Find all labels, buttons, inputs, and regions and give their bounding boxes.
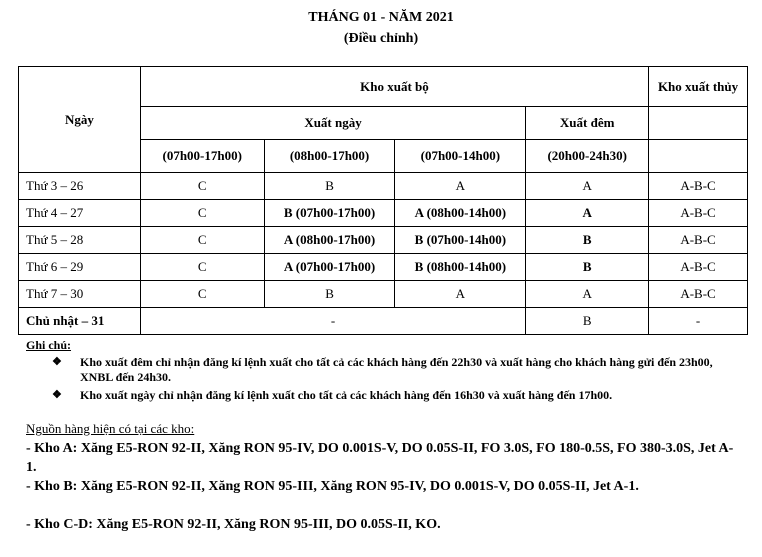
hours-cell: (20h00-24h30) <box>526 140 649 173</box>
cell: C <box>140 281 264 308</box>
note-text: Kho xuất ngày chỉ nhận đăng kí lệnh xuất cho tất cả các khách hàng đến 16h30 và xuất hàng đến 17h00. <box>80 388 613 402</box>
cell: - <box>140 308 525 335</box>
note-text: Kho xuất đêm chỉ nhận đăng kí lệnh xuất cho tất cả các khách hàng đến 22h30 và xuất hàng cho khách hàng gửi đến 23h00, XNBL đến 24h30. <box>80 355 713 384</box>
cell: A <box>395 173 526 200</box>
day-cell: Thứ 6 – 29 <box>19 254 141 281</box>
cell: A <box>526 173 649 200</box>
diamond-bullet-icon: ❖ <box>52 356 62 368</box>
notes-label <box>26 338 71 352</box>
cell: C <box>140 173 264 200</box>
cell: A-B-C <box>649 281 748 308</box>
cell: A <box>395 281 526 308</box>
cell: A <box>526 281 649 308</box>
cell: B <box>526 254 649 281</box>
hours-empty-cell <box>649 140 748 173</box>
note-item <box>26 355 726 387</box>
header-row <box>19 67 748 107</box>
table-row <box>19 254 748 281</box>
kho-cd-line: - Kho C-D: Xăng E5-RON 92-II, Xăng RON 95-III, DO 0.05S-II, KO. <box>26 517 441 532</box>
kho-a-line: - Kho A: Xăng E5-RON 92-II, Xăng RON 95-IV, DO 0.001S-V, DO 0.05S-II, FO 3.0S, FO 180-0.5S, FO 380-3.0S, Jet A-1. <box>26 441 734 475</box>
cell: C <box>140 254 264 281</box>
header-kho-xuat-thuy: Kho xuất thủy <box>649 67 748 107</box>
hours-cell: (07h00-14h00) <box>395 140 526 173</box>
notes-label-text: Ghi chú: <box>26 338 72 352</box>
diamond-bullet-icon: ❖ <box>52 389 62 401</box>
cell: B <box>526 308 649 335</box>
cell: B (08h00-14h00) <box>395 254 526 281</box>
cell: C <box>140 227 264 254</box>
table-row <box>19 227 748 254</box>
cell: B <box>264 281 395 308</box>
cell: A-B-C <box>649 173 748 200</box>
schedule-table <box>18 66 748 335</box>
page-subtitle: (Điều chỉnh) <box>343 31 419 46</box>
cell: A-B-C <box>649 254 748 281</box>
cell: A <box>526 200 649 227</box>
day-cell: Thứ 3 – 26 <box>19 173 141 200</box>
day-cell: Thứ 4 – 27 <box>19 200 141 227</box>
header-kho-xuat-bo: Kho xuất bộ <box>140 67 648 107</box>
table-row <box>19 173 748 200</box>
cell: A (08h00-17h00) <box>264 227 395 254</box>
hours-cell: (08h00-17h00) <box>264 140 395 173</box>
cell: A-B-C <box>649 227 748 254</box>
cell: C <box>140 200 264 227</box>
sources-heading: Nguồn hàng hiện có tại các kho: <box>26 421 195 436</box>
cell: B (07h00-17h00) <box>264 200 395 227</box>
header-xuat-ngay: Xuất ngày <box>140 107 525 140</box>
cell: B <box>264 173 395 200</box>
day-cell: Thứ 5 – 28 <box>19 227 141 254</box>
hours-cell: (07h00-17h00) <box>140 140 264 173</box>
cell: A (08h00-14h00) <box>395 200 526 227</box>
note-item <box>26 388 726 420</box>
table-row-sunday <box>19 308 748 335</box>
cell: - <box>649 308 748 335</box>
day-cell: Thứ 7 – 30 <box>19 281 141 308</box>
cell: A (07h00-17h00) <box>264 254 395 281</box>
header-day: Ngày <box>19 67 141 173</box>
page-title: THÁNG 01 - NĂM 2021 <box>308 10 454 25</box>
header-xuat-dem: Xuất đêm <box>526 107 649 140</box>
kho-b-line: - Kho B: Xăng E5-RON 92-II, Xăng RON 95-III, Xăng RON 95-IV, DO 0.001S-V, DO 0.05S-II, Jet A-1. <box>26 479 639 494</box>
cell: B <box>526 227 649 254</box>
day-cell: Chủ nhật – 31 <box>19 308 141 335</box>
cell: A-B-C <box>649 200 748 227</box>
header-empty-cell <box>649 107 748 140</box>
table-row <box>19 200 748 227</box>
table-row <box>19 281 748 308</box>
cell: B (07h00-14h00) <box>395 227 526 254</box>
